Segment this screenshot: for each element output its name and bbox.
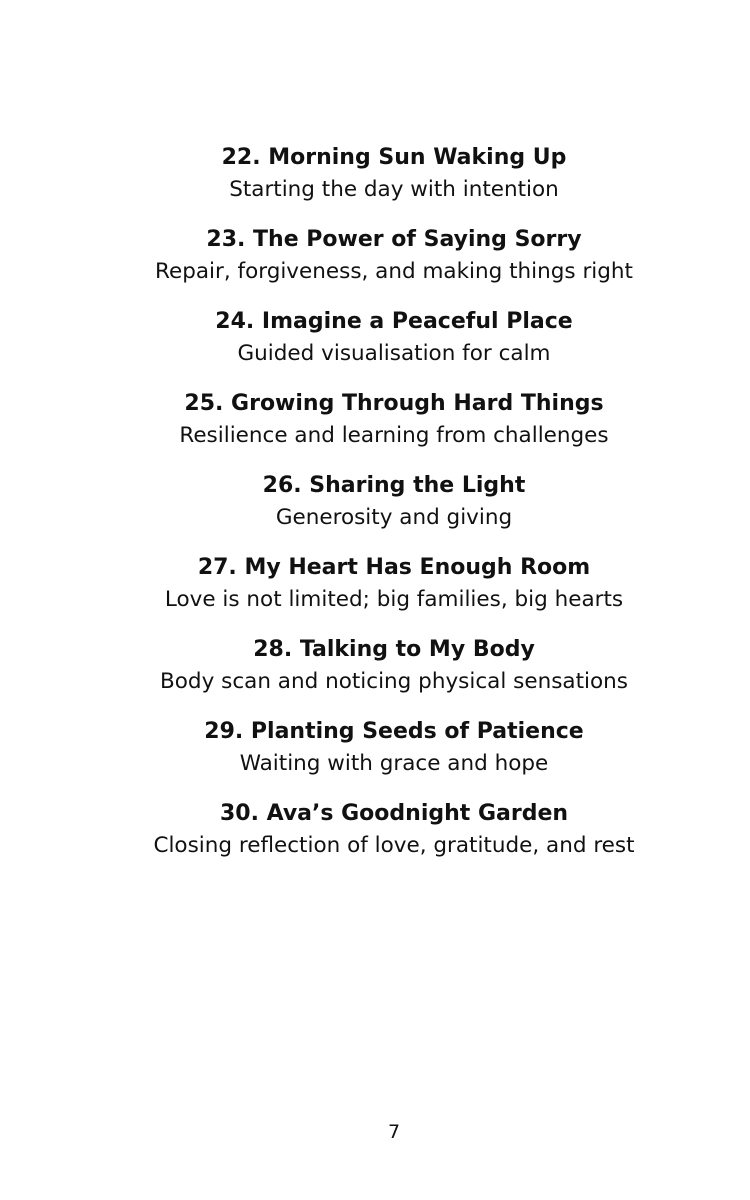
toc-entry-29 bbox=[0, 716, 750, 780]
page-number: 7 bbox=[387, 1121, 401, 1143]
entry-description: Guided visualisation for calm bbox=[237, 341, 551, 366]
entry-description: Resilience and learning from challenges bbox=[179, 423, 609, 448]
entry-title: 22. Morning Sun Waking Up bbox=[221, 145, 567, 170]
toc-entry-23 bbox=[0, 224, 750, 288]
entry-description: Generosity and giving bbox=[275, 505, 513, 530]
entry-title: 25. Growing Through Hard Things bbox=[184, 391, 604, 416]
entry-title: 30. Ava’s Goodnight Garden bbox=[219, 801, 569, 826]
entry-title: 23. The Power of Saying Sorry bbox=[206, 227, 582, 252]
entry-description: Waiting with grace and hope bbox=[239, 751, 549, 776]
entry-description: Starting the day with intention bbox=[229, 177, 559, 202]
table-of-contents bbox=[0, 142, 750, 880]
entry-title: 28. Talking to My Body bbox=[253, 637, 535, 662]
entry-description: Love is not limited; big families, big hearts bbox=[164, 587, 624, 612]
toc-entry-27 bbox=[0, 552, 750, 616]
entry-title: 24. Imagine a Peaceful Place bbox=[215, 309, 573, 334]
toc-entry-25 bbox=[0, 388, 750, 452]
entry-title: 27. My Heart Has Enough Room bbox=[197, 555, 591, 580]
entry-description: Closing reflection of love, gratitude, and rest bbox=[153, 833, 635, 858]
toc-entry-30 bbox=[0, 798, 750, 862]
toc-entry-22 bbox=[0, 142, 750, 206]
toc-entry-24 bbox=[0, 306, 750, 370]
entry-title: 26. Sharing the Light bbox=[262, 473, 526, 498]
entry-description: Repair, forgiveness, and making things right bbox=[155, 259, 633, 284]
toc-entry-26 bbox=[0, 470, 750, 534]
toc-entry-28 bbox=[0, 634, 750, 698]
entry-description: Body scan and noticing physical sensations bbox=[160, 669, 628, 694]
entry-title: 29. Planting Seeds of Patience bbox=[204, 719, 584, 744]
